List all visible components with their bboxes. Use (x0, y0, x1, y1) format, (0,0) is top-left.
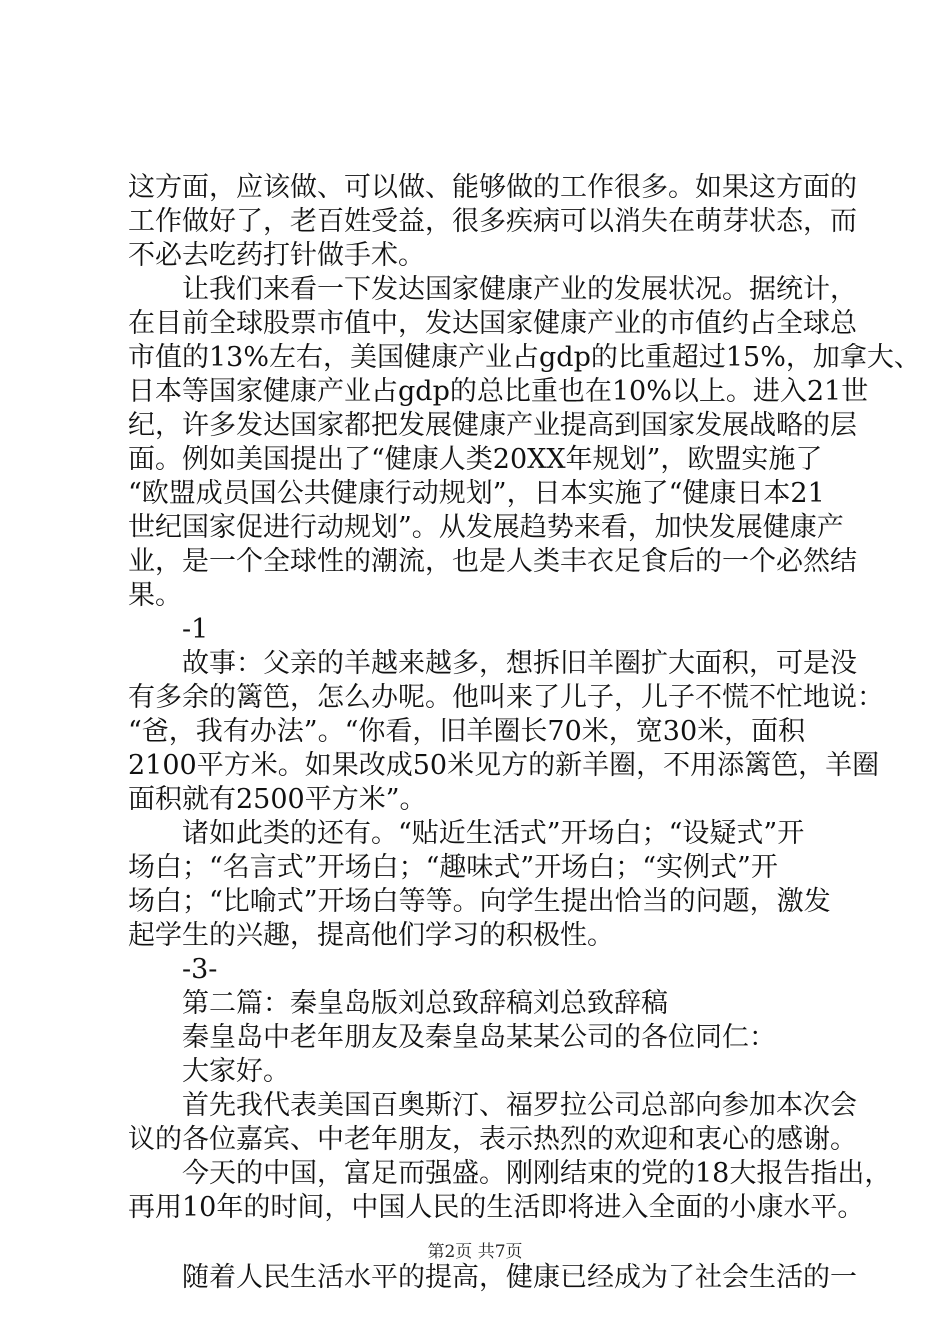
text-line: 再用10年的时间，中国人民的生活即将进入全面的小康水平。 (128, 1192, 865, 1223)
text-line: 今天的中国，富足而强盛。刚刚结束的党的18大报告指出， (182, 1158, 892, 1189)
text-line: 不必去吃药打针做手术。 (128, 240, 425, 271)
text-line: 面。例如美国提出了“健康人类20XX年规划”，欧盟实施了 (128, 444, 823, 475)
text-line: 诸如此类的还有。“贴近生活式”开场白；“设疑式”开 (182, 818, 805, 849)
text-line: 日本等国家健康产业占gdp的总比重也在10%以上。进入21世 (128, 376, 869, 407)
text-line: 首先我代表美国百奥斯汀、福罗拉公司总部向参加本次会 (182, 1090, 857, 1121)
text-line: 场白；“名言式”开场白；“趣味式”开场白；“实例式”开 (128, 852, 778, 883)
text-line: 场白；“比喻式”开场白等等。向学生提出恰当的问题，激发 (128, 886, 831, 917)
text-line: 2100平方米。如果改成50米见方的新羊圈，不用添篱笆，羊圈 (128, 750, 880, 781)
page-footer: 第2页 共7页 (427, 1242, 523, 1262)
text-line: 让我们来看一下发达国家健康产业的发展状况。据统计， (182, 274, 857, 305)
text-line: “欧盟成员国公共健康行动规划”，日本实施了“健康日本21 (128, 478, 825, 509)
text-line: 世纪国家促进行动规划”。从发展趋势来看，加快发展健康产 (128, 512, 844, 543)
text-line: “爸，我有办法”。“你看，旧羊圈长70米，宽30米，面积 (128, 716, 806, 747)
text-line: 业，是一个全球性的潮流，也是人类丰衣足食后的一个必然结 (128, 546, 857, 577)
text-line: 面积就有2500平方米”。 (128, 784, 427, 815)
text-line: 起学生的兴趣，提高他们学习的积极性。 (128, 920, 614, 951)
text-line: 这方面，应该做、可以做、能够做的工作很多。如果这方面的 (128, 172, 857, 203)
text-line: 随着人民生活水平的提高，健康已经成为了社会生活的一 (182, 1262, 857, 1293)
section-heading: 第二篇：秦皇岛版刘总致辞稿刘总致辞稿 (182, 988, 668, 1019)
page-marker: -1 (182, 614, 209, 645)
salutation: 秦皇岛中老年朋友及秦皇岛某某公司的各位同仁： (182, 1022, 776, 1053)
greeting: 大家好。 (182, 1056, 290, 1087)
document-body (128, 171, 921, 1295)
text-line: 市值的13%左右，美国健康产业占gdp的比重超过15%，加拿大、 (128, 342, 921, 373)
text-line: 议的各位嘉宾、中老年朋友，表示热烈的欢迎和衷心的感谢。 (128, 1124, 857, 1155)
text-line: 纪，许多发达国家都把发展健康产业提高到国家发展战略的层 (128, 410, 857, 441)
text-line: 工作做好了，老百姓受益，很多疾病可以消失在萌芽状态，而 (128, 206, 857, 237)
text-line: 果。 (128, 580, 182, 611)
text-line: 有多余的篱笆，怎么办呢。他叫来了儿子，儿子不慌不忙地说： (128, 682, 884, 713)
text-line: 在目前全球股票市值中，发达国家健康产业的市值约占全球总 (128, 308, 857, 339)
text-line: 故事：父亲的羊越来越多，想拆旧羊圈扩大面积，可是没 (182, 648, 857, 679)
page-marker: -3- (182, 954, 218, 985)
